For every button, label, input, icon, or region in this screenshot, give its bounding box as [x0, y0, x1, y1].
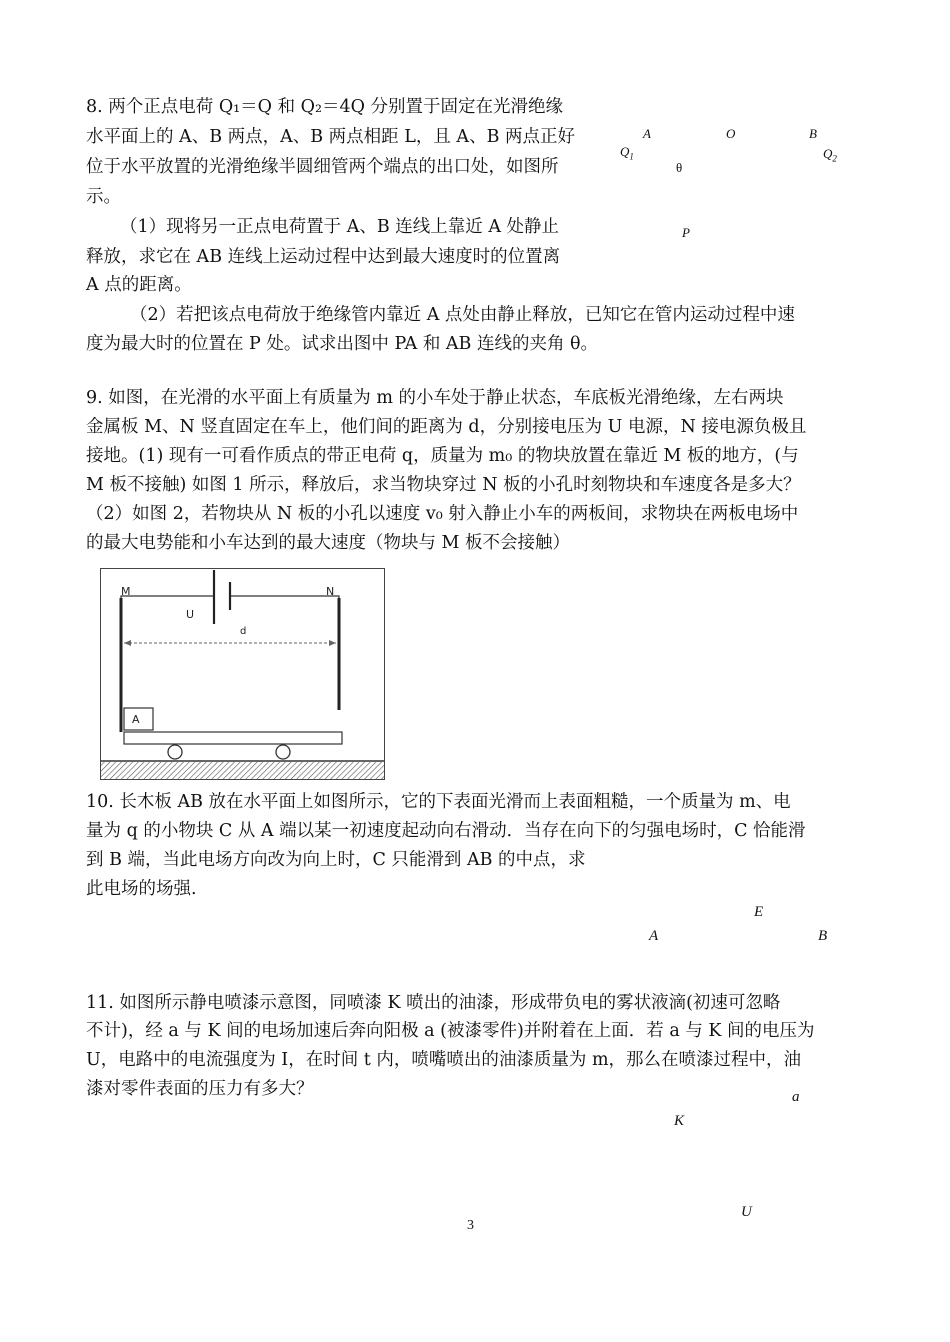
- label-a: A: [132, 713, 140, 726]
- label-n: N: [326, 585, 335, 598]
- q11-label-u: U: [741, 1204, 752, 1220]
- label-d: d: [240, 626, 247, 637]
- q8-label-q1: $Q_1$: [620, 144, 634, 162]
- q8-line-2: 水平面上的 A、B 两点，A、B 两点相距 L，且 A、B 两点正好: [86, 127, 575, 147]
- q8-label-o: O: [726, 126, 736, 141]
- page-number: 3: [467, 1218, 474, 1233]
- q10-line-1: 10. 长木板 AB 放在水平面上如图所示，它的下表面光滑而上表面粗糙，一个质量为 m、电: [86, 792, 791, 812]
- q8-label-p: P: [682, 225, 690, 240]
- q9-figure: [100, 568, 386, 781]
- q10-line-4: 此电场的场强.: [86, 879, 197, 899]
- q11-label-a: a: [792, 1089, 800, 1105]
- q9-line-1: 9. 如图，在光滑的水平面上有质量为 m 的小车处于静止状态，车底板光滑绝缘，左右两块: [86, 388, 784, 408]
- q8-line-5: （1）现将另一正点电荷置于 A、B 连线上靠近 A 处静止: [120, 217, 560, 237]
- q10-label-b: B: [818, 928, 828, 944]
- ground-hatch: [101, 762, 384, 779]
- q8-line-7: A 点的距离。: [86, 275, 192, 295]
- q8-line-8: （2）若把该点电荷放于绝缘管内靠近 A 点处由静止释放，已知它在管内运动过程中速: [130, 305, 795, 325]
- q9-line-2: 金属板 M、N 竖直固定在车上，他们间的距离为 d，分别接电压为 U 电源，N 接电源负极且: [86, 417, 807, 437]
- q11-line-4: 漆对零件表面的压力有多大？: [86, 1079, 314, 1099]
- q8-line-1: 8. 两个正点电荷 Q₁＝Q 和 Q₂＝4Q 分别置于固定在光滑绝缘: [86, 97, 564, 117]
- wheel-left: [168, 745, 182, 759]
- q11-line-2: 不计)，经 a 与 K 间的电场加速后奔向阳极 a (被漆零件)并附着在上面．若 a 与 K 间的电压为: [86, 1021, 815, 1041]
- q8-label-b: B: [809, 126, 817, 141]
- q11-label-k: K: [674, 1113, 685, 1129]
- q11-line-1: 11. 如图所示静电喷漆示意图，同喷漆 K 喷出的油漆，形成带负电的雾状液滴(初速可忽略: [86, 993, 781, 1013]
- label-u: U: [186, 608, 195, 621]
- q11-line-3: U，电路中的电流强度为 I，在时间 t 内，喷嘴喷出的油漆质量为 m，那么在喷漆过程中，油: [86, 1050, 802, 1070]
- q10-label-e: E: [754, 904, 764, 920]
- q8-line-6: 释放，求它在 AB 连线上运动过程中达到最大速度时的位置离: [86, 247, 561, 267]
- wheel-right: [276, 745, 290, 759]
- figure-frame: [101, 569, 385, 780]
- q8-label-a: A: [643, 126, 651, 141]
- label-m: M: [121, 585, 131, 598]
- q8-line-3: 位于水平放置的光滑绝缘半圆细管两个端点的出口处，如图所: [86, 157, 559, 177]
- q8-label-q2: $Q_2$: [823, 146, 837, 164]
- car-board: [124, 732, 342, 744]
- q10-line-2: 量为 q 的小物块 C 从 A 端以某一初速度起动向右滑动．当存在向下的匀强电场时，C 恰能滑: [86, 821, 806, 841]
- q9-line-5: （2）如图 2，若物块从 N 板的小孔以速度 v₀ 射入静止小车的两板间，求物块在两板电场中: [86, 504, 799, 524]
- q8-line-9: 度为最大时的位置在 P 处。试求出图中 PA 和 AB 连线的夹角 θ。: [86, 334, 599, 354]
- q8-label-theta: θ: [676, 160, 683, 175]
- q9-line-4: M 板不接触) 如图 1 所示，释放后，求当物块穿过 N 板的小孔时刻物块和车速度各是多大？: [86, 475, 801, 495]
- q8-line-4: 示。: [86, 187, 121, 207]
- q9-line-6: 的最大电势能和小车达到的最大速度（物块与 M 板不会接触）: [86, 533, 571, 553]
- q10-line-3: 到 B 端，当此电场方向改为向上时，C 只能滑到 AB 的中点，求: [86, 850, 586, 870]
- q9-line-3: 接地。(1) 现有一可看作质点的带正电荷 q，质量为 m₀ 的物块放置在靠近 M 板的地方，(与: [86, 446, 799, 466]
- q10-label-a: A: [649, 928, 659, 944]
